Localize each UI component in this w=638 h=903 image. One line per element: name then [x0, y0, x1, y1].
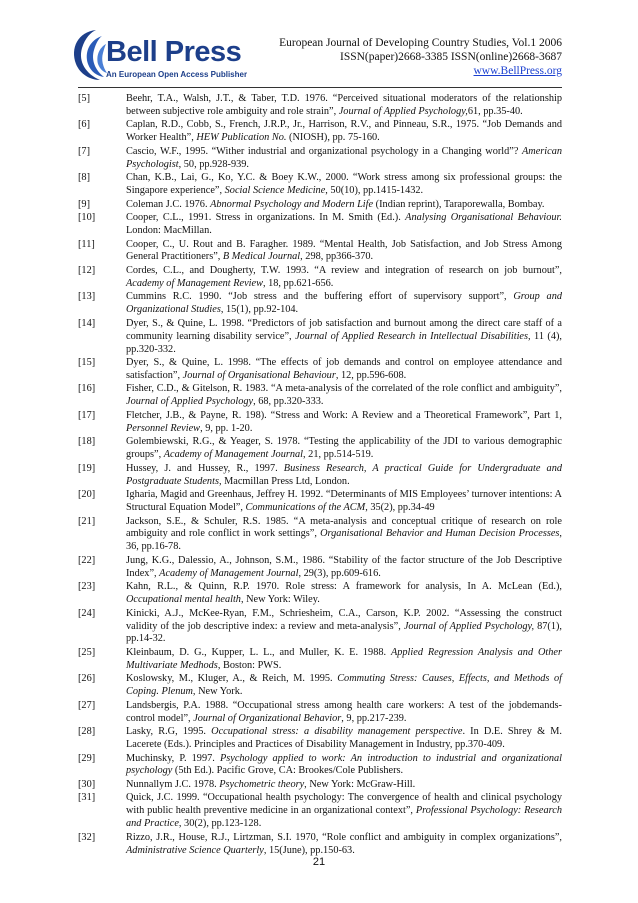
reference-text-segment: . In D.E. Shrey & M. Lacerete (Eds.). Principles and Practices of Disability Management in Industry, pp.370-409. — [126, 726, 562, 751]
reference-number: [28] — [78, 726, 96, 738]
logo-text: Bell Press — [106, 36, 242, 68]
reference-source-title: Group and Organizational Studies — [126, 291, 562, 316]
reference-source-title: Commuting Stress: Causes, Effects, and Methods of Coping. Plenum, — [126, 673, 562, 698]
reference-item — [78, 779, 562, 792]
reference-item — [78, 792, 562, 831]
reference-text — [126, 410, 562, 436]
reference-text — [126, 832, 562, 858]
reference-number: [25] — [78, 646, 96, 658]
reference-source-title: Applied Regression Analysis and Other Multivariate Medhods — [126, 646, 562, 671]
reference-number: [30] — [78, 778, 96, 790]
reference-text — [126, 792, 562, 831]
reference-number: [11] — [78, 238, 95, 250]
journal-url-link[interactable]: www.BellPress.org — [473, 65, 562, 77]
reference-source-title: Occupational mental health — [126, 594, 241, 606]
reference-text-segment: (Indian reprint), Taraporewalla, Bombay. — [373, 198, 545, 210]
reference-item — [78, 700, 562, 726]
reference-item — [78, 753, 562, 779]
reference-item — [78, 581, 562, 607]
reference-number: [22] — [78, 554, 96, 566]
reference-text-segment: Cooper, C.L., 1991. Stress in organizations. In M. Smith (Ed.). — [126, 212, 406, 224]
reference-text — [126, 463, 562, 489]
reference-text — [126, 700, 562, 726]
reference-text-segment: Cummins R.C. 1990. “Job stress and the buffering effort of supervisory support”, — [126, 291, 514, 303]
page-number: 21 — [312, 856, 326, 868]
reference-text-segment: Golembiewski, R.G., & Yeager, S. 1978. “Testing the applicability of the JDI to various demographic groups”, — [126, 436, 562, 461]
reference-text-segment: , 68, pp.320-333. — [253, 396, 324, 408]
reference-text-segment: 87(1), pp.14-32. — [126, 620, 563, 645]
reference-source-title: Academy of Management Journal — [163, 449, 304, 461]
reference-source-title: Business Research, A practical Guide for Undergraduate and Postgraduate Students, — [126, 462, 562, 487]
reference-text-segment: (NIOSH), pp. 75-160. — [286, 132, 380, 144]
reference-text-segment: , 50(10), pp.1415-1432. — [325, 185, 424, 197]
reference-item — [78, 726, 562, 752]
reference-text-segment: Cascio, W.F., 1995. “Wither industrial and organizational psychology in a Changing world”? — [126, 145, 522, 157]
journal-title: European Journal of Developing Country Studies, Vol.1 2006 — [279, 37, 562, 49]
reference-number: [7] — [78, 145, 91, 157]
reference-item — [78, 436, 562, 462]
reference-item — [78, 608, 562, 647]
reference-text — [126, 318, 562, 357]
reference-item — [78, 172, 562, 198]
logo-tagline: An European Open Access Publisher — [106, 70, 248, 79]
reference-text — [126, 779, 562, 792]
reference-source-title: Analysing Organisational Behaviour. — [405, 212, 562, 224]
reference-text — [126, 265, 562, 291]
reference-text-segment: Quick, J.C. 1999. “Occupational health psychology: The convergence of health and clinical psychology with public health preventive medicine in an organizational context”, — [126, 792, 562, 817]
reference-text-segment: , 50, pp.928-939. — [178, 158, 249, 170]
reference-item — [78, 463, 562, 489]
reference-text-segment: , 9, pp.217-239. — [341, 712, 407, 724]
reference-text-segment: , 21, pp.514-519. — [303, 449, 374, 461]
reference-text-segment: Kinicki, A.J., McKee-Ryan, F.M., Schriesheim, C.A., Carson, K.P. 2002. “Assessing the construct validity of the job descriptive index: a review and meta-analysis”, — [126, 607, 562, 632]
reference-text — [126, 647, 562, 673]
reference-text-segment: , New York: Wiley. — [240, 594, 320, 606]
reference-text — [126, 383, 562, 409]
reference-item — [78, 673, 562, 699]
reference-number: [21] — [78, 515, 96, 527]
reference-source-title: Psychometric theory — [219, 778, 305, 790]
reference-number: [24] — [78, 607, 96, 619]
reference-text-segment: Fisher, C.D., & Gitelson, R. 1983. “A meta-analysis of the correlated of the role conflict and ambiguity”, — [126, 383, 562, 395]
reference-text — [126, 516, 562, 555]
reference-source-title: Journal of Organisational Behaviour — [182, 369, 336, 381]
reference-text-segment: , 35(2), pp.34-49 — [365, 502, 435, 513]
reference-text-segment: Beehr, T.A., Walsh, J.T., & Taber, T.D. 1976. “Perceived situational moderators of the relationship between subjective role ambiguity and role strain”, — [126, 93, 562, 117]
reference-item — [78, 239, 562, 265]
reference-number: [23] — [78, 581, 96, 593]
reference-text-segment: 61, pp.35-40. — [467, 105, 523, 117]
reference-text-segment: , New York: McGraw-Hill. — [304, 778, 416, 790]
reference-text — [126, 239, 562, 265]
reference-number: [16] — [78, 383, 96, 395]
reference-number: [10] — [78, 212, 96, 224]
reference-text-segment: Muchinsky, P. 1997. — [126, 752, 220, 764]
reference-text-segment: Lasky, R.G, 1995. — [126, 726, 212, 738]
reference-text-segment: Koslowsky, M., Kluger, A., & Reich, M. 1995. — [126, 673, 338, 685]
reference-text-segment: Fletcher, J.B., & Payne, R. 198). “Stress and Work: A Review and a Theoretical Framework”, Part 1, — [126, 409, 562, 421]
reference-item — [78, 146, 562, 172]
reference-number: [27] — [78, 699, 96, 711]
reference-text — [126, 212, 562, 238]
reference-source-title: Journal of Applied Psychology, — [338, 105, 468, 117]
reference-text-segment: (5th Ed.). Pacific Grove, CA: Brookes/Cole Publishers. — [172, 765, 404, 777]
reference-text-segment: Cooper, C., U. Rout and B. Faragher. 1989. “Mental Health, Job Satisfaction, and Job Stress Among General Practitioners”, — [126, 238, 562, 263]
reference-source-title: Social Science Medicine — [224, 185, 326, 197]
reference-text-segment: , 29(3), pp.609-616. — [298, 567, 381, 579]
reference-text — [126, 436, 562, 462]
reference-text-segment: Macmillan Press Ltd, London. — [221, 475, 350, 487]
reference-source-title: Administrative Science Quarterly — [126, 844, 264, 856]
reference-text-segment: London: MacMillan. — [126, 225, 212, 237]
reference-text-segment: Coleman J.C. 1976. — [126, 198, 211, 210]
reference-source-title: Personnel Review — [126, 422, 201, 434]
reference-number: [5] — [78, 93, 91, 104]
reference-source-title: Journal of Applied Research in Intellectual Disabilities, — [295, 330, 531, 342]
reference-number: [19] — [78, 462, 96, 474]
reference-item — [78, 555, 562, 581]
reference-item — [78, 318, 562, 357]
reference-text — [126, 673, 562, 699]
reference-source-title: Academy of Management Review — [126, 277, 263, 289]
reference-item — [78, 93, 562, 119]
reference-text — [126, 291, 562, 317]
reference-text-segment: 11 (4), pp.320-332. — [126, 330, 562, 355]
reference-text-segment: Caplan, R.D., Cobb, S., French, J.R.P., Jr., Harrison, R.V., and Pinneau, S.R., 1975. “Job Demands and Worker Health”, — [126, 119, 562, 144]
reference-text — [126, 119, 562, 145]
reference-text — [126, 357, 562, 383]
reference-source-title: Communications of the ACM — [245, 502, 366, 513]
reference-item — [78, 199, 562, 212]
reference-source-title: Journal of Applied Psychology — [126, 396, 254, 408]
reference-number: [8] — [78, 172, 91, 184]
journal-header — [279, 36, 562, 78]
reference-source-title: B Medical Journal — [222, 251, 301, 263]
reference-number: [12] — [78, 264, 96, 276]
reference-text-segment: , 36, pp.16-78. — [126, 528, 562, 553]
reference-text-segment: Dyer, S., & Quine, L. 1998. “The effects of job demands and control on employee attendance and satisfaction”, — [126, 357, 562, 381]
reference-text — [126, 581, 562, 607]
reference-text — [126, 608, 562, 647]
reference-number: [18] — [78, 436, 96, 448]
reference-text — [126, 555, 562, 581]
reference-text-segment: Chan, K.B., Lai, G., Ko, Y.C. & Boey K.W., 2000. “Work stress among six professional groups: the Singapore experience”, — [126, 172, 562, 197]
reference-text-segment: Jung, K.G., Dalessio, A., Johnson, S.M., 1986. “Stability of the factor structure of the Job Descriptive Index”, — [126, 554, 562, 579]
reference-text-segment: Rizzo, J.R., House, R.J., Lirtzman, S.I. 1970, “Role conflict and ambiguity in complex organizations”, — [126, 831, 562, 843]
reference-text-segment: , 298, pp366-370. — [300, 251, 374, 263]
reference-number: [26] — [78, 673, 96, 685]
bell-press-swoosh-icon — [66, 22, 110, 84]
reference-item — [78, 212, 562, 238]
reference-source-title: Academy of Management Journal — [159, 567, 299, 579]
reference-source-title: Journal of Applied Psychology, — [403, 620, 535, 632]
reference-text-segment: Landsbergis, P.A. 1988. “Occupational stress among health care workers: A test of the jobdemands-control model”, — [126, 699, 562, 724]
reference-source-title: Organisational Behavior and Human Decision Processes — [320, 528, 560, 540]
reference-text — [126, 93, 562, 119]
reference-number: [13] — [78, 291, 96, 303]
reference-text-segment: Kahn, R.L., & Quinn, R.P. 1970. Role stress: A framework for analysis, In A. McLean (Ed.), — [126, 581, 562, 593]
reference-text — [126, 489, 562, 515]
header-divider — [78, 87, 562, 88]
reference-text — [126, 199, 562, 212]
reference-text-segment: , 12, pp.596-608. — [335, 369, 407, 381]
reference-number: [9] — [78, 198, 91, 210]
reference-number: [14] — [78, 317, 96, 329]
reference-item — [78, 410, 562, 436]
reference-item — [78, 357, 562, 383]
reference-source-title: Professional Psychology: Research and Practice — [126, 805, 562, 830]
reference-text-segment: , 30(2), pp.123-128. — [178, 818, 262, 830]
reference-text-segment: , 9, pp. 1-20. — [200, 422, 253, 434]
reference-number: [6] — [78, 119, 91, 131]
reference-source-title: Psychology applied to work: An introduction to industrial and organizational psychology — [126, 752, 562, 777]
reference-text-segment: Nunnallym J.C. 1978. — [126, 778, 220, 790]
reference-item — [78, 647, 562, 673]
reference-item — [78, 832, 562, 858]
reference-source-title: Abnormal Psychology and Modern Life — [210, 198, 374, 210]
reference-text-segment: Hussey, J. and Hussey, R., 1997. — [126, 462, 284, 474]
reference-item — [78, 119, 562, 145]
reference-source-title: American Psychologist — [126, 145, 562, 170]
reference-item — [78, 516, 562, 555]
reference-text — [126, 753, 562, 779]
reference-source-title: Occupational stress: a disability management perspective — [211, 726, 463, 738]
reference-text-segment: Jackson, S.E., & Schuler, R.S. 1985. “A meta-analysis and conceptual critique of research on role ambiguity and role conflict in work settings”, — [126, 515, 562, 540]
reference-item — [78, 489, 562, 515]
reference-number: [20] — [78, 489, 96, 501]
reference-number: [29] — [78, 752, 96, 764]
reference-text-segment: , 15(1), pp.92-104. — [220, 304, 299, 316]
publisher-logo — [66, 22, 256, 84]
reference-text-segment: New York. — [195, 686, 243, 698]
reference-text — [126, 726, 562, 752]
reference-item — [78, 265, 562, 291]
reference-number: [15] — [78, 357, 96, 369]
reference-number: [32] — [78, 831, 96, 843]
reference-text-segment: Cordes, C.L., and Dougherty, T.W. 1993. “A review and integration of research on job burnout”, — [126, 264, 562, 276]
reference-number: [17] — [78, 409, 96, 421]
reference-list — [78, 93, 562, 858]
reference-text-segment: Kleinbaum, D. G., Kupper, L. L., and Muller, K. E. 1988. — [126, 646, 391, 658]
reference-item — [78, 383, 562, 409]
reference-text-segment: , Boston: PWS. — [217, 659, 282, 671]
reference-source-title: Journal of Organizational Behavior — [193, 712, 342, 724]
reference-text-segment: , 18, pp.621-656. — [262, 277, 334, 289]
reference-text-segment: Igharia, Magid and Greenhaus, Jeffrey H. 1992. “Determinants of MIS Employees’ turnover intentions: A Structural Equation Model”, — [126, 489, 562, 513]
reference-item — [78, 291, 562, 317]
reference-text — [126, 146, 562, 172]
reference-number: [31] — [78, 792, 96, 804]
reference-text — [126, 172, 562, 198]
reference-source-title: HEW Publication No. — [196, 132, 287, 144]
reference-text-segment: , 15(June), pp.150-63. — [263, 844, 355, 856]
journal-issn: ISSN(paper)2668-3385 ISSN(online)2668-3687 — [340, 51, 562, 63]
reference-text-segment: Dyer, S., & Quine, L. 1998. “Predictors of job satisfaction and burnout among the direct care staff of a community learning disability service”, — [126, 317, 562, 342]
